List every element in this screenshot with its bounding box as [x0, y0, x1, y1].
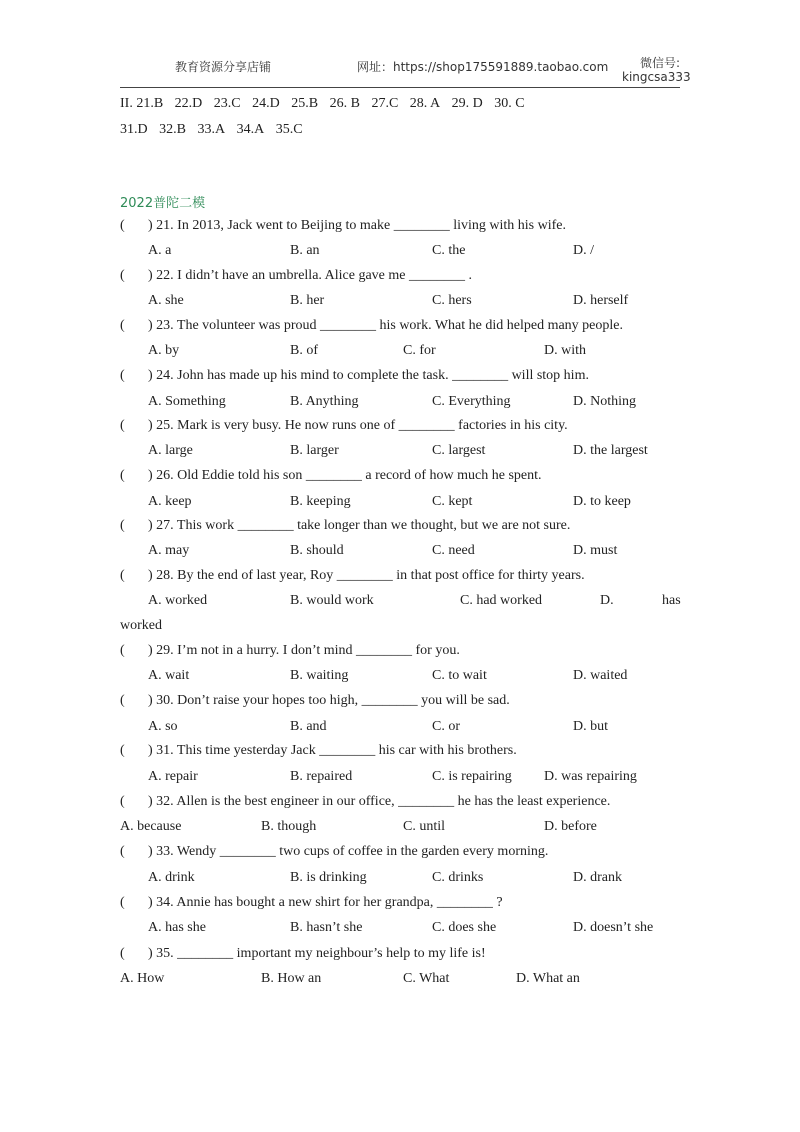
answer-blank: (	[120, 368, 125, 383]
option: D. herself	[573, 293, 629, 308]
option: worked	[120, 618, 162, 633]
option: C. had worked	[460, 593, 543, 608]
option: B. of	[290, 343, 318, 358]
question-text: ) 23. The volunteer was proud ________ his work. What he did helped many people.	[148, 318, 623, 333]
answer: 31.D	[120, 122, 148, 137]
option: A. wait	[148, 668, 190, 683]
answer: II. 21.B	[120, 96, 164, 111]
question-stem	[0, 568, 800, 588]
question-stem	[0, 268, 800, 288]
answer-blank: (	[120, 946, 125, 961]
option: A. drink	[148, 870, 195, 885]
option: C. kept	[432, 494, 473, 509]
option: C. largest	[432, 443, 486, 458]
answer: 23.C	[213, 96, 241, 111]
answer: 35.C	[275, 122, 303, 137]
option: B. larger	[290, 443, 339, 458]
question-stem	[0, 518, 800, 538]
option: A. so	[148, 719, 178, 734]
question-text: ) 24. John has made up his mind to complete the task. ________ will stop him.	[148, 368, 589, 383]
option: D. the largest	[573, 443, 648, 458]
shop-name: 教育资源分享店铺	[175, 60, 272, 74]
option: A. has she	[148, 920, 206, 935]
question-stem	[0, 693, 800, 713]
question-stem	[0, 794, 800, 814]
question-text: ) 27. This work ________ take longer than we thought, but we are not sure.	[148, 518, 571, 533]
option: D. with	[544, 343, 586, 358]
answer-blank: (	[120, 643, 125, 658]
option: D. but	[573, 719, 608, 734]
question-stem	[0, 418, 800, 438]
section-title: 2022普陀二模	[120, 196, 206, 211]
answer-blank: (	[120, 268, 125, 283]
answer: 25.B	[291, 96, 319, 111]
answer: 34.A	[236, 122, 265, 137]
question-text: ) 21. In 2013, Jack went to Beijing to make ________ living with his wife.	[148, 218, 567, 233]
option: B. her	[290, 293, 325, 308]
question-stem	[0, 895, 800, 915]
shop-url[interactable]: 网址：https://shop175591889.taobao.com	[357, 60, 609, 74]
option: A. worked	[148, 593, 208, 608]
question-stem	[0, 743, 800, 763]
option: D. was repairing	[544, 769, 637, 784]
option: C. Everything	[432, 394, 511, 409]
question-text: ) 32. Allen is the best engineer in our office, ________ he has the least experience.	[148, 794, 611, 809]
answer: 27.C	[371, 96, 399, 111]
answer-blank: (	[120, 844, 125, 859]
question-text: ) 31. This time yesterday Jack ________ his car with his brothers.	[148, 743, 517, 758]
answer-blank: (	[120, 895, 125, 910]
option: A. by	[148, 343, 180, 358]
option: A. How	[120, 971, 165, 986]
answer: 24.D	[252, 96, 280, 111]
option: A. repair	[148, 769, 198, 784]
option: A. because	[120, 819, 182, 834]
option: C. or	[432, 719, 460, 734]
question-text: ) 29. I’m not in a hurry. I don’t mind ________ for you.	[148, 643, 460, 658]
question-text: ) 34. Annie has bought a new shirt for her grandpa, ________ ?	[148, 895, 503, 910]
answer-line-1	[120, 96, 533, 112]
option: C. drinks	[432, 870, 484, 885]
answer-blank: (	[120, 743, 125, 758]
option: B. waiting	[290, 668, 349, 683]
question-text: ) 35. ________ important my neighbour’s help to my life is!	[148, 946, 486, 961]
option: B. keeping	[290, 494, 351, 509]
option: B. should	[290, 543, 344, 558]
option: B. How an	[261, 971, 322, 986]
option: A. a	[148, 243, 172, 258]
answer: 30. C	[494, 96, 525, 111]
option: A. large	[148, 443, 193, 458]
option: D. must	[573, 543, 618, 558]
answer: 29. D	[451, 96, 483, 111]
wechat-info	[622, 56, 691, 84]
answer-blank: (	[120, 794, 125, 809]
question-text: ) 25. Mark is very busy. He now runs one of ________ factories in his city.	[148, 418, 568, 433]
option: D. /	[573, 243, 594, 258]
question-stem	[0, 218, 800, 238]
wechat-label: 微信号:	[639, 56, 680, 70]
option: D. before	[544, 819, 597, 834]
option: B. is drinking	[290, 870, 367, 885]
option: D. doesn’t she	[573, 920, 654, 935]
option: B. hasn’t she	[290, 920, 363, 935]
question-stem	[0, 368, 800, 388]
option: B. though	[261, 819, 317, 834]
option: D.	[600, 593, 614, 608]
option: A. she	[148, 293, 184, 308]
option: B. Anything	[290, 394, 359, 409]
option: A. Something	[148, 394, 226, 409]
option: C. is repairing	[432, 769, 512, 784]
header-divider	[120, 87, 680, 88]
option: A. may	[148, 543, 190, 558]
option: D. What an	[516, 971, 580, 986]
option: B. and	[290, 719, 327, 734]
answer: 26. B	[329, 96, 360, 111]
answer-blank: (	[120, 218, 125, 233]
option: D. Nothing	[573, 394, 636, 409]
answer-blank: (	[120, 468, 125, 483]
option: C. to wait	[432, 668, 487, 683]
answer: 22.D	[174, 96, 203, 111]
option: B. would work	[290, 593, 374, 608]
question-stem	[0, 643, 800, 663]
question-text: ) 33. Wendy ________ two cups of coffee in the garden every morning.	[148, 844, 549, 859]
answer-blank: (	[120, 693, 125, 708]
question-stem	[0, 946, 800, 966]
question-stem	[0, 318, 800, 338]
question-text: ) 30. Don’t raise your hopes too high, ________ you will be sad.	[148, 693, 510, 708]
answer-line-2	[120, 122, 311, 138]
option: D. to keep	[573, 494, 631, 509]
option: D. waited	[573, 668, 628, 683]
question-stem	[0, 468, 800, 488]
question-text: ) 28. By the end of last year, Roy ________ in that post office for thirty years.	[148, 568, 585, 583]
option: C. for	[403, 343, 436, 358]
option: C. hers	[432, 293, 472, 308]
answer-blank: (	[120, 418, 125, 433]
option: C. until	[403, 819, 446, 834]
question-text: ) 26. Old Eddie told his son ________ a record of how much he spent.	[148, 468, 542, 483]
answer-blank: (	[120, 518, 125, 533]
question-text: ) 22. I didn’t have an umbrella. Alice gave me ________ .	[148, 268, 472, 283]
option: C. the	[432, 243, 466, 258]
answer-blank: (	[120, 568, 125, 583]
option: D. drank	[573, 870, 622, 885]
question-stem	[0, 844, 800, 864]
option: C. What	[403, 971, 450, 986]
option: C. does she	[432, 920, 497, 935]
wechat-id: kingcsa333	[622, 70, 691, 84]
answer-blank: (	[120, 318, 125, 333]
option: has	[662, 593, 681, 608]
option: A. keep	[148, 494, 192, 509]
option: B. repaired	[290, 769, 353, 784]
option: B. an	[290, 243, 320, 258]
answer: 33.A	[197, 122, 226, 137]
answer: 32.B	[159, 122, 186, 137]
option: C. need	[432, 543, 475, 558]
answer: 28. A	[409, 96, 441, 111]
